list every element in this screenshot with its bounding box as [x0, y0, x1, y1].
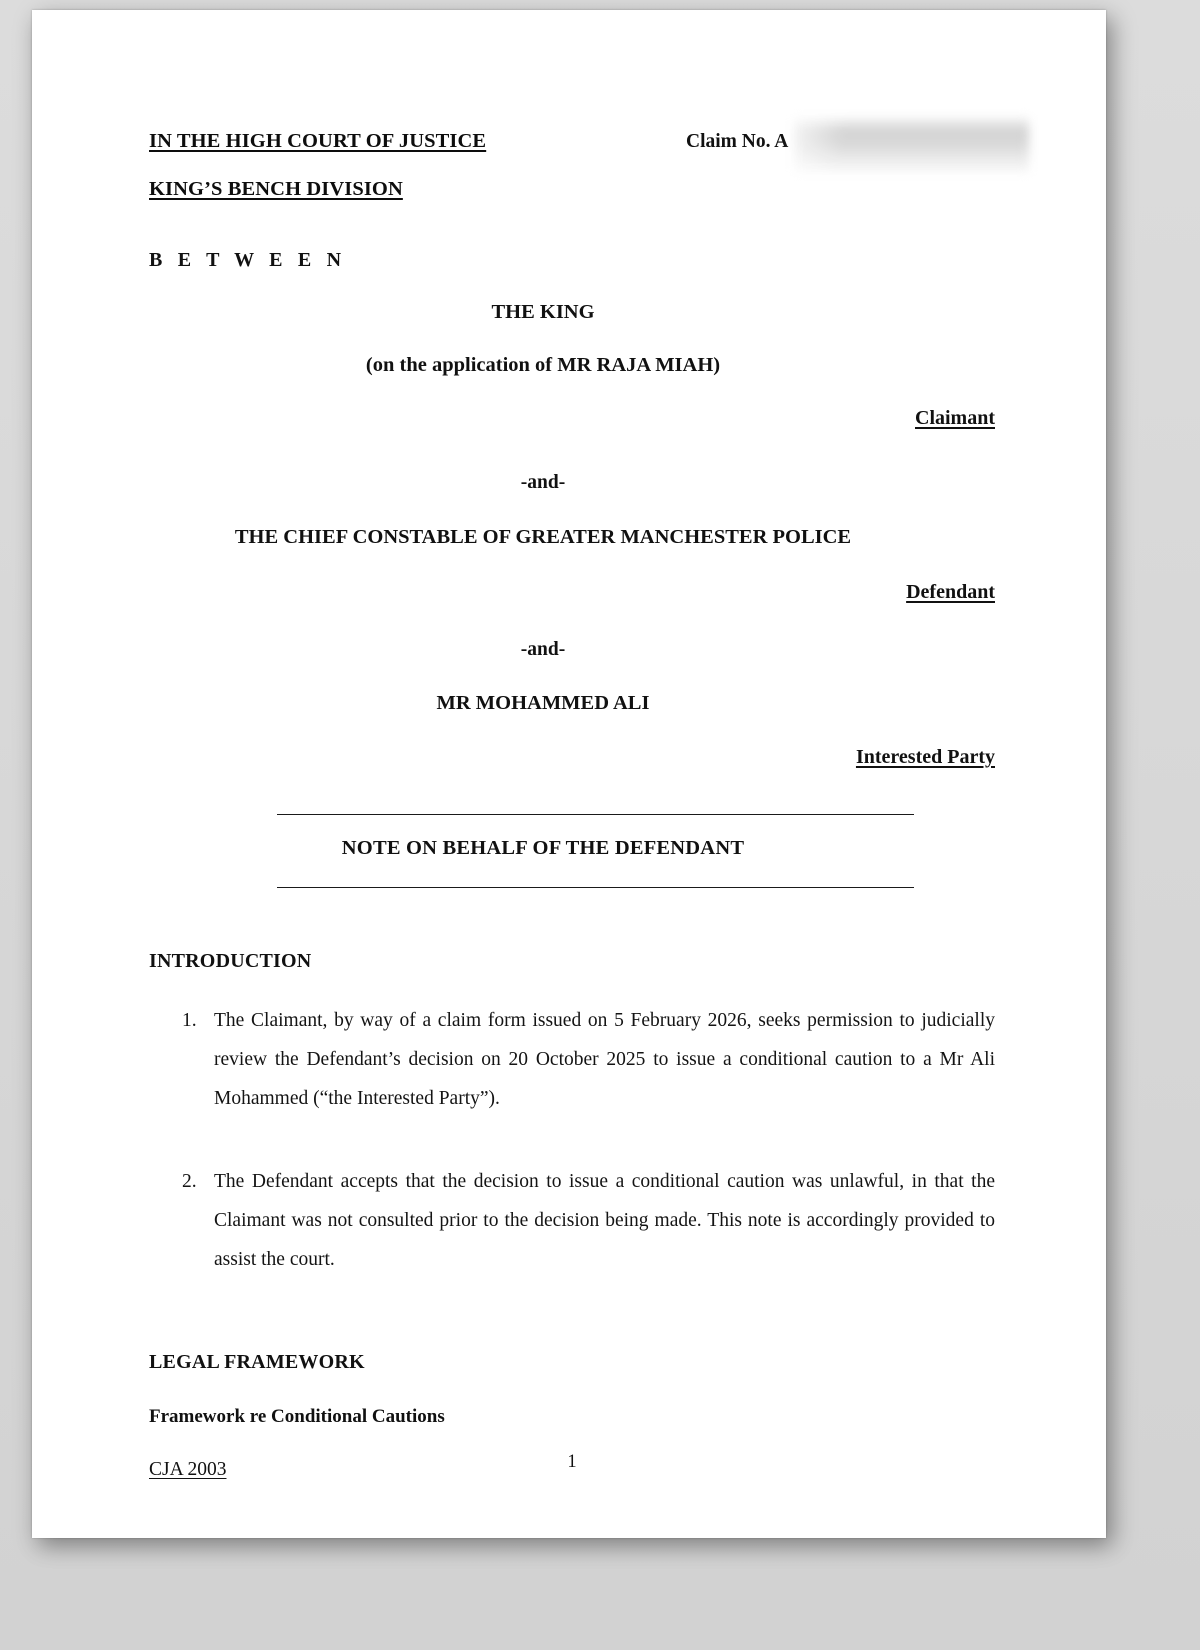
claimant-name: THE KING — [491, 301, 595, 323]
paragraph-1-text: The Claimant, by way of a claim form issued on 5 February 2026, seeks permission to judicially review the Defendant’s decision on 20 October 2025 to issue a conditional caution to a Mr Ali Mohammed (“the Interested Party”). — [214, 1010, 995, 1109]
defendant-name: THE CHIEF CONSTABLE OF GREATER MANCHESTER POLICE — [234, 526, 852, 548]
introduction-heading: INTRODUCTION — [149, 950, 312, 972]
interested-party-role-label: Interested Party — [855, 746, 995, 768]
title-rule-bottom — [277, 887, 914, 888]
page-number: 1 — [567, 1452, 577, 1472]
paragraph-1-number: 1. — [182, 1010, 197, 1031]
claimant-role-label: Claimant — [915, 407, 995, 429]
claimant-role — [149, 407, 995, 430]
legal-framework-heading: LEGAL FRAMEWORK — [149, 1351, 365, 1373]
document-content — [149, 130, 995, 1481]
claimant-application-line: (on the application of MR RAJA MIAH) — [365, 354, 721, 376]
document-title: NOTE ON BEHALF OF THE DEFENDANT — [341, 837, 745, 859]
claim-number-redaction — [794, 118, 1029, 172]
title-rule-top — [277, 814, 914, 815]
statute-reference-label: CJA 2003 — [149, 1459, 227, 1480]
court-division: KING’S BENCH DIVISION — [149, 178, 403, 200]
defendant-role — [149, 581, 995, 604]
claim-number-label: Claim No. A — [686, 131, 789, 152]
interested-party-name: MR MOHAMMED ALI — [436, 692, 650, 714]
connector-and-1: -and- — [520, 472, 566, 493]
paragraph-2-text: The Defendant accepts that the decision to issue a conditional caution was unlawful, in that the Claimant was not consulted prior to the decision being made. This note is accordingly provided to assist the court. — [214, 1171, 995, 1270]
numbered-paragraph-list — [149, 1001, 995, 1279]
interested-party-role — [149, 746, 995, 769]
document-page — [32, 10, 1106, 1538]
connector-and-2: -and- — [520, 639, 566, 660]
between-label: B E T W E E N — [149, 249, 347, 271]
paragraph-2-number: 2. — [182, 1171, 197, 1192]
court-name: IN THE HIGH COURT OF JUSTICE — [149, 130, 487, 152]
court-header — [149, 130, 995, 226]
paragraph-2 — [149, 1162, 995, 1279]
defendant-role-label: Defendant — [906, 581, 995, 603]
legal-framework-subheading: Framework re Conditional Cautions — [149, 1406, 445, 1427]
paragraph-1 — [149, 1001, 995, 1118]
